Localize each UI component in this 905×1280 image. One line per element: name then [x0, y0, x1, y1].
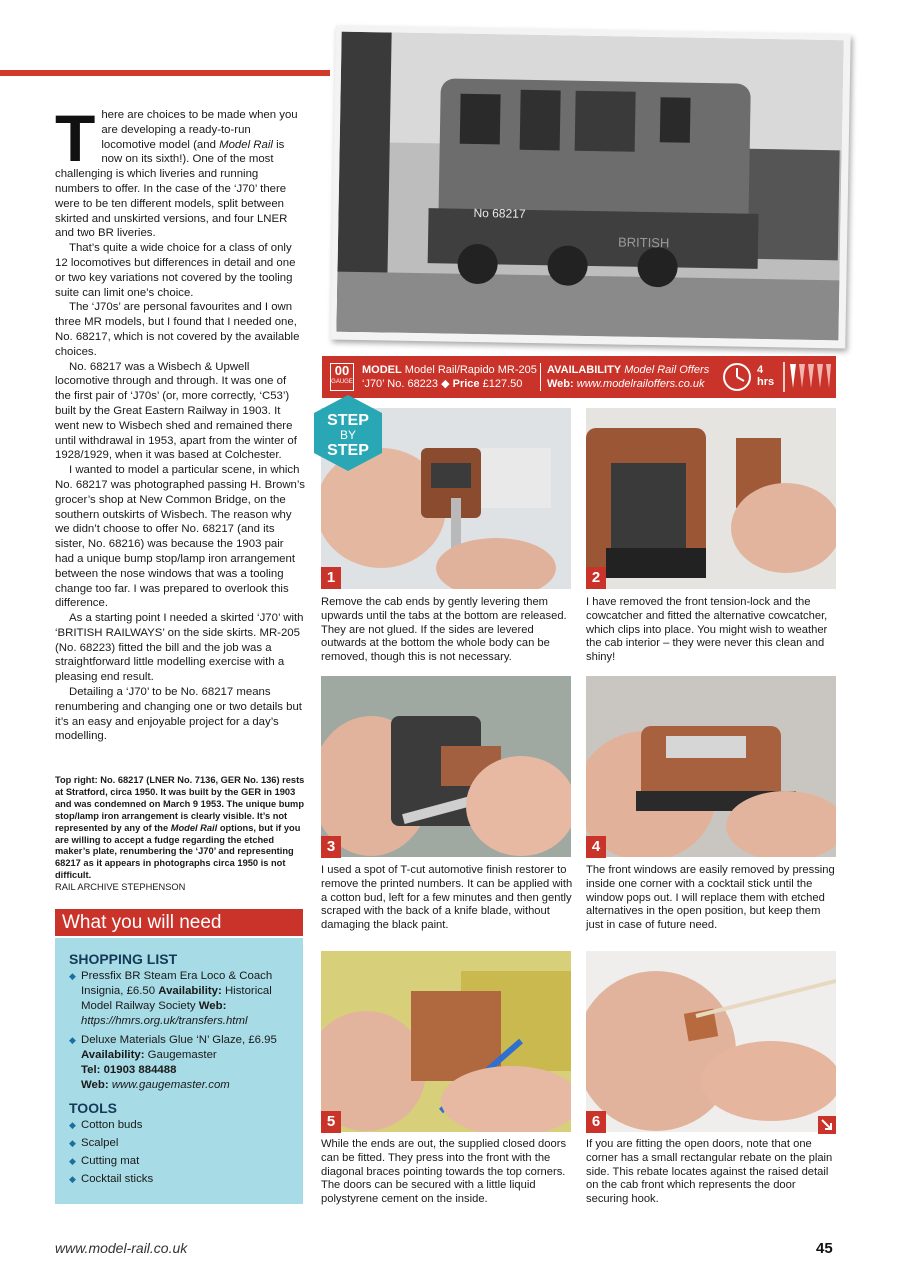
badge-line-3: STEP — [327, 442, 369, 459]
list-item — [69, 1033, 293, 1093]
gauge-value: 00 — [334, 363, 350, 378]
intro-paragraph-5: I wanted to model a particular scene, in which No. 68217 was photographed passing H. Brown’s grocer’s shop at New Common Bridge, on the southern outskirts of Wisbech. The reason why we didn’t choose to offer No. 68217 (and its sister, No. 68216) was because the 1903 pair had a unique bump stop/lamp iron arrangement between the nose windows that was a tooling change too far. I was prepared to overlook this difference. — [55, 464, 305, 610]
locomotive-photo — [330, 26, 850, 349]
photo-caption — [55, 775, 305, 894]
time-unit: hrs — [757, 376, 775, 388]
list-item — [69, 1172, 293, 1187]
intro-text: is now on its sixth!). One of the most challenging is which liveries and running numbers to offer. In the case of the ‘J70’ there were to be ten different models, split between skirted and unskirted versions, and four LNER and two BR liveries. — [55, 138, 288, 240]
step-number: 6 — [586, 1111, 606, 1133]
dropcap: T — [55, 101, 96, 175]
need-title: What you will need — [55, 909, 303, 936]
model-number: ‘J70’ No. 68223 — [362, 378, 439, 390]
list-item — [69, 1118, 293, 1133]
item-web: www.gaugemaster.com — [111, 1079, 230, 1091]
step-number: 5 — [321, 1111, 341, 1133]
intro-text: here are choices to be made when you are developing a ready-to-run locomotive model (and — [101, 109, 298, 151]
price-value: £127.50 — [482, 378, 523, 390]
intro-article — [55, 101, 305, 744]
tools-heading: TOOLS — [69, 1100, 117, 1116]
model-info: MODEL Model Rail/Rapido MR-205 ‘J70’ No. 68223 ◆ Price £127.50 — [362, 364, 537, 390]
intro-paragraph-3: The ‘J70s’ are personal favourites and I own three MR models, but I found that I needed one, No. 68217, which is not covered by the available choices. — [55, 301, 300, 358]
web-value: www.modelrailoffers.co.uk — [576, 378, 705, 390]
difficulty-brushes-icon — [782, 360, 832, 394]
badge-line-2: BY — [339, 428, 357, 442]
diamond-bullet-icon: ◆ — [69, 971, 76, 981]
header-rule — [0, 70, 330, 76]
product-info-bar — [322, 356, 836, 398]
list-item — [69, 1154, 293, 1169]
step-number: 1 — [321, 567, 341, 589]
step-photo-6 — [586, 951, 836, 1132]
need-box — [55, 938, 303, 1204]
item-text: Gaugemaster — [144, 1049, 217, 1061]
shopping-list — [69, 969, 293, 1093]
number-plate: No 68217 — [473, 205, 526, 221]
availability-info — [540, 363, 722, 391]
diamond-bullet-icon: ◆ — [69, 1138, 76, 1148]
step-number: 3 — [321, 836, 341, 858]
gauge-badge — [330, 363, 354, 391]
diamond-bullet-icon: ◆ — [69, 1174, 76, 1184]
step-photo-5 — [321, 951, 571, 1132]
step-text-4: The front windows are easily removed by pressing inside one corner with a cocktail stick until the window pops out. I will replace them with etched alternatives in the open position, but keep them just in case of future need. — [586, 864, 835, 932]
caption-text: options, but if you are willing to accept a fudge regarding the etched maker’s plate, renumbering the ‘J70’ and representing 68217 as it appears in photographs circa 1950 is not difficult. — [55, 822, 301, 881]
caption-italic: Model Rail — [170, 822, 218, 833]
step-photo-3 — [321, 676, 571, 857]
tool-text: Cotton buds — [81, 1119, 143, 1131]
item-label: Availability: — [158, 985, 222, 997]
gauge-label: GAUGE — [331, 379, 353, 385]
time-num: 4 — [757, 364, 764, 376]
photo-credit: RAIL ARCHIVE STEPHENSON — [55, 882, 186, 893]
model-label: MODEL — [362, 364, 402, 376]
web-label: Web: — [547, 378, 574, 390]
step-number: 4 — [586, 836, 606, 858]
shopping-heading: SHOPPING LIST — [69, 951, 178, 967]
intro-italic: Model Rail — [219, 138, 273, 151]
item-text: Pressfix BR Steam Era Loco & Coach Insignia, £6.50 — [81, 970, 273, 997]
list-item — [69, 1136, 293, 1151]
tools-list — [69, 1118, 293, 1187]
diamond-bullet-icon: ◆ — [69, 1035, 76, 1045]
item-tel: Tel: 01903 884488 — [81, 1064, 177, 1076]
continue-arrow-icon — [818, 1116, 836, 1134]
time-required — [757, 364, 774, 388]
item-label: Availability: — [81, 1049, 145, 1061]
intro-paragraph-6: As a starting point I needed a skirted ‘J70’ with ‘BRITISH RAILWAYS’ on the side skirts. MR-205 (No. 68223) fitted the bill and the job was a straightforward little modelling exercise with a pleasing end result. — [55, 612, 304, 684]
step-text-3: I used a spot of T-cut automotive finish restorer to remove the printed numbers. It can be applied with a cotton bud, left for a few minutes and then gently scraped with the back of a knife blade, without damaging the black paint. — [321, 864, 573, 932]
availability-label: AVAILABILITY — [547, 364, 622, 376]
tool-text: Cutting mat — [81, 1155, 140, 1167]
caption-text: Top right: No. 68217 (LNER No. 7136, GER No. 136) rests at Stratford, circa 1950. It was built by the GER in 1903 and was condemned on March 9 1953. The unique bump stop/lamp iron arrangement is clearly visible. It’s not represented by any of the — [55, 775, 305, 833]
item-label: Web: — [81, 1079, 109, 1091]
intro-paragraph-4: No. 68217 was a Wisbech & Upwell locomotive through and through. It was one of the first pair of ‘J70s’ (or, more correctly, ‘C53’) built by the Great Eastern Railway in 1903. It went new to Wisbech shed and remained there until withdrawal in 1953, apart from the winter of 1928/1929, when it was based at Colchester. — [55, 360, 297, 462]
step-photo-2 — [586, 408, 836, 589]
diamond-bullet-icon: ◆ — [69, 1120, 76, 1130]
step-photo-4 — [586, 676, 836, 857]
price-label: Price — [452, 378, 480, 390]
item-web: https://hmrs.org.uk/transfers.html — [81, 1015, 248, 1027]
diamond-bullet-icon: ◆ — [69, 1156, 76, 1166]
step-text-2: I have removed the front tension-lock and the cowcatcher and fitted the alternative cowcatcher, which clips into place. You might wish to weather the cab interior – they were never this clean and shiny! — [586, 596, 828, 664]
intro-paragraph-1 — [55, 101, 305, 241]
skirt-lettering: BRITISH — [617, 234, 670, 251]
step-text-5: While the ends are out, the supplied closed doors can be fitted. They press into the front with the diagonal braces pointing towards the top corners. The doors can be secured with a little liquid polystyrene cement on the inside. — [321, 1138, 567, 1206]
model-value: Model Rail/Rapido MR-205 — [404, 364, 537, 376]
availability-value: Model Rail Offers — [624, 364, 710, 376]
intro-paragraph-7: Detailing a ‘J70’ to be No. 68217 means renumbering and changing one or two details but it’s an easy and enjoyable project for a day’s modelling. — [55, 686, 302, 743]
badge-line-1: STEP — [327, 412, 369, 429]
tool-text: Cocktail sticks — [81, 1173, 154, 1185]
intro-paragraph-2: That’s quite a wide choice for a class of only 12 locomotives but differences in detail and one or two key variations not covered by the tooling suite can limit one’s choice. — [55, 242, 296, 299]
tool-text: Scalpel — [81, 1137, 119, 1149]
clock-icon — [720, 361, 754, 393]
page-number: 45 — [816, 1240, 833, 1257]
list-item — [69, 969, 293, 1029]
step-by-step-badge — [312, 393, 384, 473]
footer-url: www.model-rail.co.uk — [55, 1240, 188, 1256]
item-label: Web: — [198, 1000, 227, 1012]
step-number: 2 — [586, 567, 606, 589]
item-text: Historical Model Railway Society — [81, 985, 272, 1012]
locomotive-illustration — [336, 32, 843, 341]
step-text-6: If you are fitting the open doors, note that one corner has a small rectangular rebate on the plain side. This rebate locates against the raised detail on the cab front which represents the door securing hook. — [586, 1138, 833, 1206]
step-text-1: Remove the cab ends by gently levering them upwards until the tabs at the bottom are released. They are not glued. If the sides are levered outwards at the bottom the whole body can be removed, though this is not necessary. — [321, 596, 567, 664]
item-text: Deluxe Materials Glue ‘N’ Glaze, £6.95 — [81, 1034, 277, 1046]
